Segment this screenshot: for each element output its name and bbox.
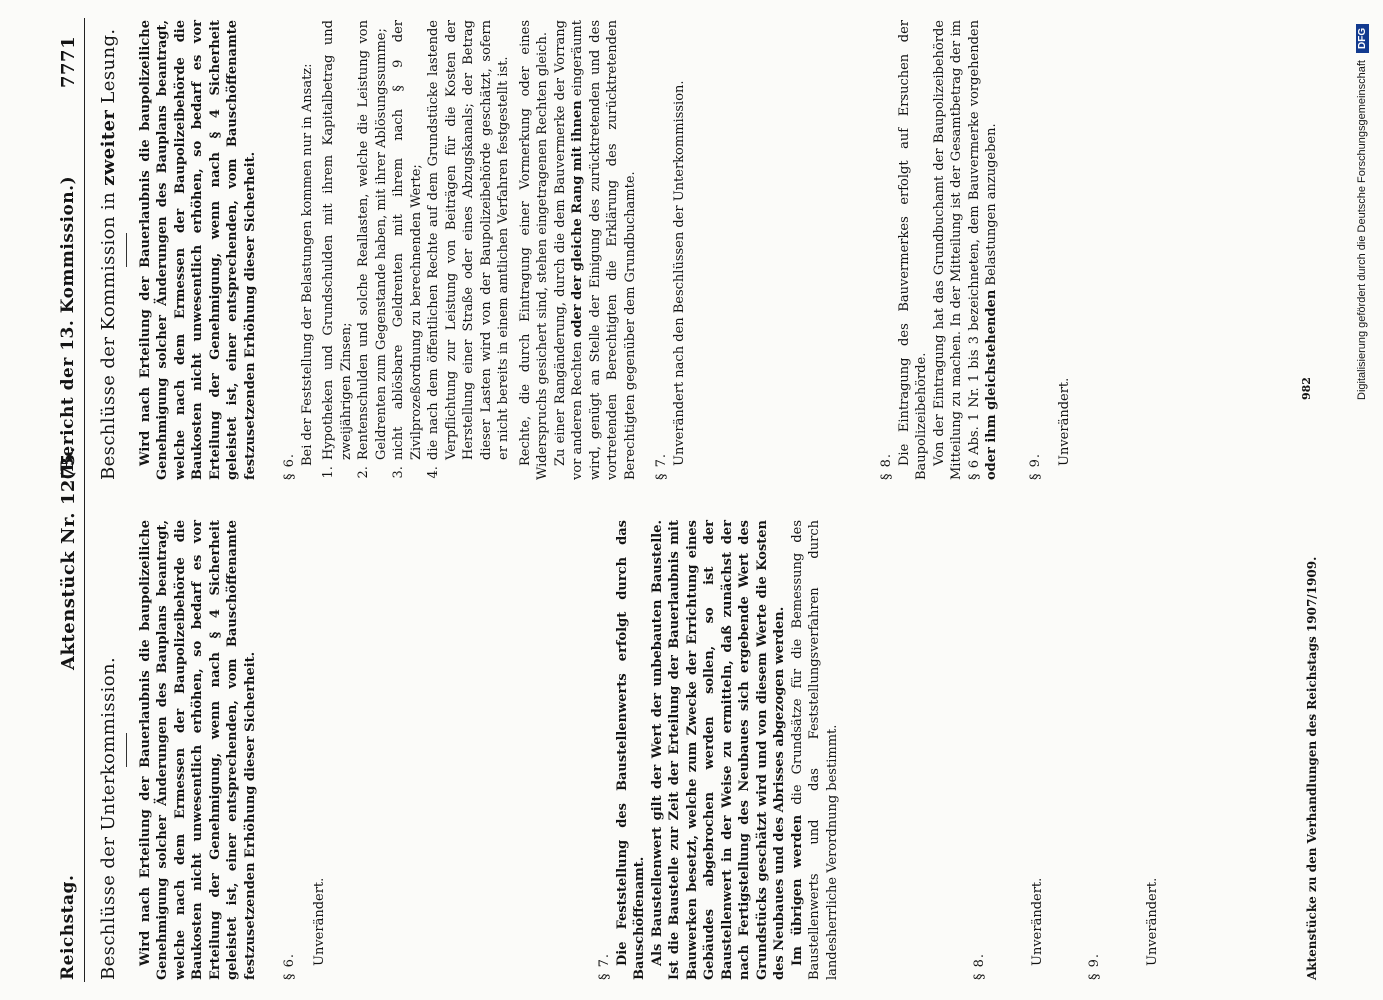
left-section-7: § 7. bbox=[597, 952, 612, 980]
left-section-7-rest-lead: Im übrigen werden bbox=[789, 814, 805, 966]
right-section-7: § 7. bbox=[654, 452, 669, 480]
right-column-heading bbox=[100, 20, 118, 480]
header-right-note: (Bericht der 13. Kommission.) bbox=[58, 175, 78, 480]
rank-text-b: eingeräumt wird, genügt an Stelle der Einigung des zurücktretenden und des vortretenden Berechtigten die Erklärung des zurücktretenden Berechtigten gegenüber dem Grundbuchamte. bbox=[570, 20, 638, 480]
dfg-logo-icon: DFG bbox=[1356, 24, 1369, 53]
right-rights-paragraph: Rechte, die durch Eintragung einer Vormerkung oder eines Widerspruchs gesichert sind, stehen eingetragenen Rechten gleich. bbox=[517, 20, 550, 480]
left-section-9: § 9. bbox=[1087, 952, 1102, 980]
right-section-6-intro: Bei der Feststellung der Belastungen kommen nur in Ansatz: bbox=[299, 63, 315, 466]
list-item: 1. Hypotheken und Grundschulden mit ihrem Kapitalbetrag und zweijährigen Zinsen; bbox=[320, 20, 355, 462]
left-unchanged-8: Unverändert. bbox=[1029, 877, 1045, 966]
right-section-8-p2 bbox=[931, 20, 1001, 480]
right-section-7-text: Unverändert nach den Beschlüssen der Unterkommission. bbox=[671, 80, 687, 466]
right-heading-bold: zweiter bbox=[98, 109, 119, 186]
sec8-text-a: Von der Eintragung hat das Grundbuchamt der Baupolizeibehörde Mitteilung zu machen. In der Mitteilung ist der Gesamtbetrag der im § 6 Abs. 1 Nr. 1 bis 3 bezeichneten, dem Bauvermerke vorgehenden bbox=[931, 20, 982, 480]
left-intro-paragraph: Wird nach Erteilung der Bauerlaubnis die baupolizeiliche Genehmigung solcher Änderungen des Bauplans beantragt, welche nach dem Ermessen der Baupolizeibehörde die Baukosten nicht unwesentlich erhöhen, so bedarf es vor Erteilung der Genehmigung, wenn nach § 4 Sicherheit geleistet ist, einer entsprechenden, vom Bauschöffenamte festzusetzenden Erhöhung dieser Sicherheit. bbox=[137, 520, 258, 980]
right-heading-prefix: Beschlüsse der Kommission in bbox=[98, 191, 119, 480]
rank-text-a: Zu einer Rangänderung, durch die dem Bauvermerke der Vorrang vor anderen Rechten bbox=[552, 20, 585, 480]
right-intro-paragraph: Wird nach Erteilung der Bauerlaubnis die baupolizeiliche Genehmigung solcher Änderungen des Bauplans beantragt, welche nach dem Ermessen der Baupolizeibehörde die Baukosten nicht unwesentlich erhöhen, so bedarf es vor Erteilung der Genehmigung, wenn nach § 4 Sicherheit geleistet ist, einer entsprechenden, vom Bauschöffenamte festzusetzenden Erhöhung dieser Sicherheit. bbox=[137, 20, 258, 480]
right-unchanged-9: Unverändert. bbox=[1057, 377, 1072, 466]
heading-rule bbox=[126, 733, 127, 767]
right-rank-paragraph bbox=[552, 20, 640, 480]
digitization-note-text: Digitalisierung gefördert durch die Deutsche Forschungsgemeinschaft bbox=[1356, 60, 1368, 400]
header-left: Reichstag. bbox=[58, 874, 78, 980]
right-section-6-list bbox=[320, 20, 513, 480]
left-section-6: § 6. bbox=[282, 952, 297, 980]
list-item: 2. Rentenschulden und solche Reallasten, welche die Leistung von Geldrenten zum Gegenstande haben, mit ihrer Ablösungssumme; bbox=[355, 20, 390, 462]
right-section-8: § 8. bbox=[879, 452, 894, 480]
right-section-9: § 9. bbox=[1027, 452, 1043, 480]
left-section-7-rest-text: die Grundsätze für die Bemessung des Baustellenwerts und das Feststellungsverfahren durch landesherrliche Verordnung bestimmt. bbox=[789, 519, 840, 980]
right-section-8-p1: Die Eintragung des Bauvermerkes erfolgt auf Ersuchen der Baupolizeibehörde. bbox=[896, 20, 929, 480]
rank-text-bold: oder der gleiche Rang mit ihnen bbox=[570, 100, 585, 338]
left-unchanged-9: Unverändert. bbox=[1144, 877, 1160, 966]
digitization-note bbox=[1356, 24, 1369, 400]
left-section-8: § 8. bbox=[972, 952, 987, 980]
right-heading-suffix: Lesung. bbox=[98, 28, 119, 104]
sec8-text-bold: oder ihm gleichstehenden bbox=[984, 289, 999, 480]
left-section-7-rest bbox=[789, 520, 842, 980]
footer-text: Aktenstücke zu den Verhandlungen des Reichstags 1907/1909. bbox=[1305, 556, 1319, 980]
right-column bbox=[100, 20, 1074, 480]
left-column-heading: Beschlüsse der Unterkommission. bbox=[98, 656, 119, 980]
heading-rule bbox=[126, 233, 127, 267]
left-section-7-title: Die Feststellung des Baustellenwerts erfolgt durch das Bauschöffenamt. bbox=[614, 520, 647, 980]
left-unchanged-6: Unverändert. bbox=[311, 877, 327, 966]
list-item: 3. nicht ablösbare Geldrenten mit ihrem nach § 9 der Zivilprozeßordnung zu berechnenden Werte; bbox=[390, 20, 425, 462]
page-number: 7771 bbox=[58, 35, 79, 88]
header-rule bbox=[84, 18, 85, 982]
left-section-7-body: Als Baustellenwert gilt der Wert der unbebauten Baustelle. Ist die Baustelle zur Zeit der Erteilung der Bauerlaubnis mit Bauwerken besetzt, welche zum Zwecke der Errichtung eines Gebäudes abgebrochen werden sollen, so ist der Baustellenwert in der Weise zu ermitteln, daß zunächst der nach Fertigstellung des Neubaues sich ergebende Wert des Grundstücks geschätzt wird und von diesem Werte die Kosten des Neubaues und des Abrisses abgezogen werden. bbox=[649, 520, 787, 980]
sheet-number: 982 bbox=[1300, 377, 1313, 400]
right-section-6: § 6. bbox=[282, 452, 297, 480]
list-item: 4. die nach dem öffentlichen Rechte auf dem Grundstücke lastende Verpflichtung zur Leistung von Beiträgen für die Kosten der Herstellung einer Straße oder eines Abzugskanals; der Betrag dieser Lasten wird von der Baupolizeibehörde geschätzt, sofern er nicht bereits in einem amtlichen Verfahren festgestellt ist. bbox=[425, 20, 513, 462]
left-column bbox=[100, 520, 1161, 980]
header-center: Aktenstück Nr. 1275. bbox=[58, 446, 79, 670]
sec8-text-b: Belastungen anzugeben. bbox=[984, 123, 999, 286]
